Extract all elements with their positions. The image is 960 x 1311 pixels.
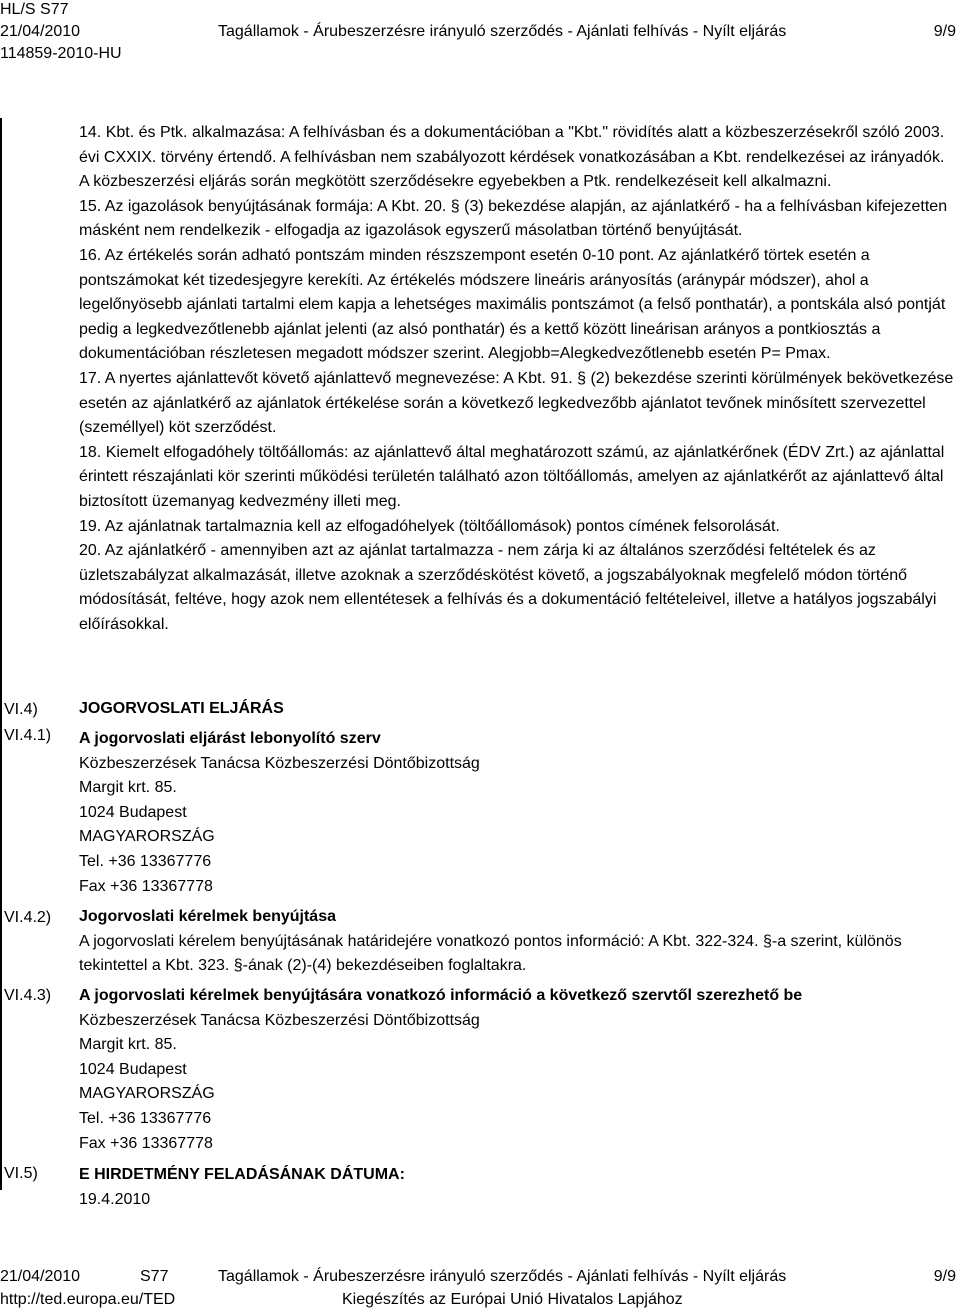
- note-18: 18. Kiemelt elfogadóhely töltőállomás: az ajánlattevő által meghatározott számú, az ajánlatkérőnek (ÉDV Zrt.) az ajánlattal érintett részajánlati kör szerinti működési területén található azon töltőállomás, amelyen az ajánlatkérőt az ajánlattevő által biztosított üzemanyag kedvezmény illeti meg.: [79, 443, 945, 510]
- section-vi4: [79, 697, 955, 722]
- section-vi42: [79, 905, 955, 979]
- note-14: 14. Kbt. és Ptk. alkalmazása: A felhívásban és a dokumentációban a "Kbt." rövidítés alatt a közbeszerzésekről szóló 2003. évi CXXIX. törvény értendő. A felhívásban nem szabályozott kérdések vonatkozásában a Kbt. rendelkezései az irányadók. A közbeszerzési eljárás során megkötött szerződésekre egyebekben a Ptk. rendelkezéseit kell alkalmazni.: [79, 124, 945, 191]
- footer-url: http://ted.europa.eu/TED: [0, 1291, 176, 1308]
- section-number-vi5: VI.5): [4, 1165, 38, 1182]
- footer-date: 21/04/2010: [0, 1268, 81, 1285]
- note-15: 15. Az igazolások benyújtásának formája: A Kbt. 20. § (3) bekezdése alapján, az ajánlatkérő - ha a felhívásban kifejezetten másként nem rendelkezik - elfogadja az igazolások egyszerű másolatban történő benyújtását.: [79, 197, 948, 240]
- section-title-vi42: Jogorvoslati kérelmek benyújtása: [79, 908, 336, 925]
- vi42-text: A jogorvoslati kérelem benyújtásának határidejére vonatkozó pontos információ: A Kbt. 322-324. §-a szerint, különös tekintettel a Kbt. 323. §-ának (2)-(4) bekezdéseiben foglaltakra.: [79, 932, 902, 975]
- section-number-vi41: VI.4.1): [4, 727, 52, 744]
- sidebar-rule: [0, 118, 2, 1190]
- header-date: 21/04/2010: [0, 23, 81, 40]
- section-number-vi42: VI.4.2): [4, 909, 52, 926]
- vi41-tel: Tel. +36 13367776: [79, 852, 212, 870]
- footer-code: S77: [140, 1268, 169, 1285]
- section-number-vi43: VI.4.3): [4, 987, 52, 1004]
- footer-publisher: Kiegészítés az Európai Unió Hivatalos Lapjához: [342, 1291, 683, 1308]
- doc-code: HL/S S77: [0, 1, 69, 18]
- vi43-org: Közbeszerzések Tanácsa Közbeszerzési Döntőbizottság: [79, 1011, 480, 1029]
- vi43-tel: Tel. +36 13367776: [79, 1109, 212, 1127]
- section-number-vi4: VI.4): [4, 701, 38, 718]
- note-17: 17. A nyertes ajánlattevőt követő ajánlattevő megnevezése: A Kbt. 91. § (2) bekezdése szerinti körülmények bekövetkezése esetén az ajánlatkérő az ajánlatok értékelése során a következő legkedvezőbb ajánlatot tevőnek minősített szervezettel (személlyel) köt szerződést.: [79, 369, 954, 437]
- vi41-country: MAGYARORSZÁG: [79, 828, 215, 846]
- section-vi41: [79, 727, 955, 899]
- vi43-country: MAGYARORSZÁG: [79, 1085, 215, 1103]
- vi43-street: Margit krt. 85.: [79, 1036, 177, 1054]
- note-16: 16. Az értékelés során adható pontszám minden részszempont esetén 0-10 pont. Az ajánlatkérő törtek esetén a pontszámokat két tizedesjegyre kerekíti. Az értékelés módszere lineáris arányosítás (aránypár módszer), ahol a legelőnyösebb ajánlati tartalmi elem kapja a lehetséges maximális pontszámot (a felső ponthatár), a pontskála alsó pontját pedig a legkedvezőtlenebb ajánlat jelenti (az alsó ponthatár) és a kettő között lineárisan arányos a pontkiosztás a dokumentációban részletesen megadott módszer szerint. Alegjobb=Alegkedvezőtlenebb esetén P= Pmax.: [79, 246, 946, 363]
- section-title-vi5: E HIRDETMÉNY FELADÁSÁNAK DÁTUMA:: [79, 1166, 405, 1183]
- vi5-date: 19.4.2010: [79, 1190, 151, 1208]
- vi41-org: Közbeszerzések Tanácsa Közbeszerzési Döntőbizottság: [79, 754, 480, 772]
- vi43-city: 1024 Budapest: [79, 1060, 187, 1078]
- section-vi5: [79, 1163, 955, 1212]
- section-title-vi43: A jogorvoslati kérelmek benyújtására vonatkozó információ a következő szervtől szerezhető be: [79, 987, 803, 1004]
- header-page-number: 9/9: [933, 23, 956, 40]
- vi41-street: Margit krt. 85.: [79, 779, 177, 797]
- notes-block: [79, 121, 955, 637]
- vi43-fax: Fax +36 13367778: [79, 1134, 213, 1152]
- header-ref: 114859-2010-HU: [0, 45, 122, 62]
- header-title: Tagállamok - Árubeszerzésre irányuló szerződés - Ajánlati felhívás - Nyílt eljárás: [218, 23, 787, 40]
- footer-page-number: 9/9: [933, 1268, 956, 1285]
- section-title-vi4: JOGORVOSLATI ELJÁRÁS: [79, 700, 284, 717]
- vi41-city: 1024 Budapest: [79, 803, 187, 821]
- section-title-vi41: A jogorvoslati eljárást lebonyolító szerv: [79, 730, 381, 747]
- footer-title: Tagállamok - Árubeszerzésre irányuló szerződés - Ajánlati felhívás - Nyílt eljárás: [218, 1268, 787, 1285]
- note-20: 20. Az ajánlatkérő - amennyiben azt az ajánlat tartalmazza - nem zárja ki az általános szerződési feltételek és az üzletszabályzat alkalmazását, illetve azoknak a szerződéskötést követő, a jogszabályoknak megfelelő módon történő módosítását, feltéve, hogy azok nem ellentétesek a felhívás és a dokumentáció feltételeivel, illetve a hatályos jogszabályi előírásokkal.: [79, 542, 937, 633]
- vi41-fax: Fax +36 13367778: [79, 877, 213, 895]
- section-vi43: [79, 984, 955, 1156]
- note-19: 19. Az ajánlatnak tartalmaznia kell az elfogadóhelyek (töltőállomások) pontos címének felsorolását.: [79, 517, 780, 535]
